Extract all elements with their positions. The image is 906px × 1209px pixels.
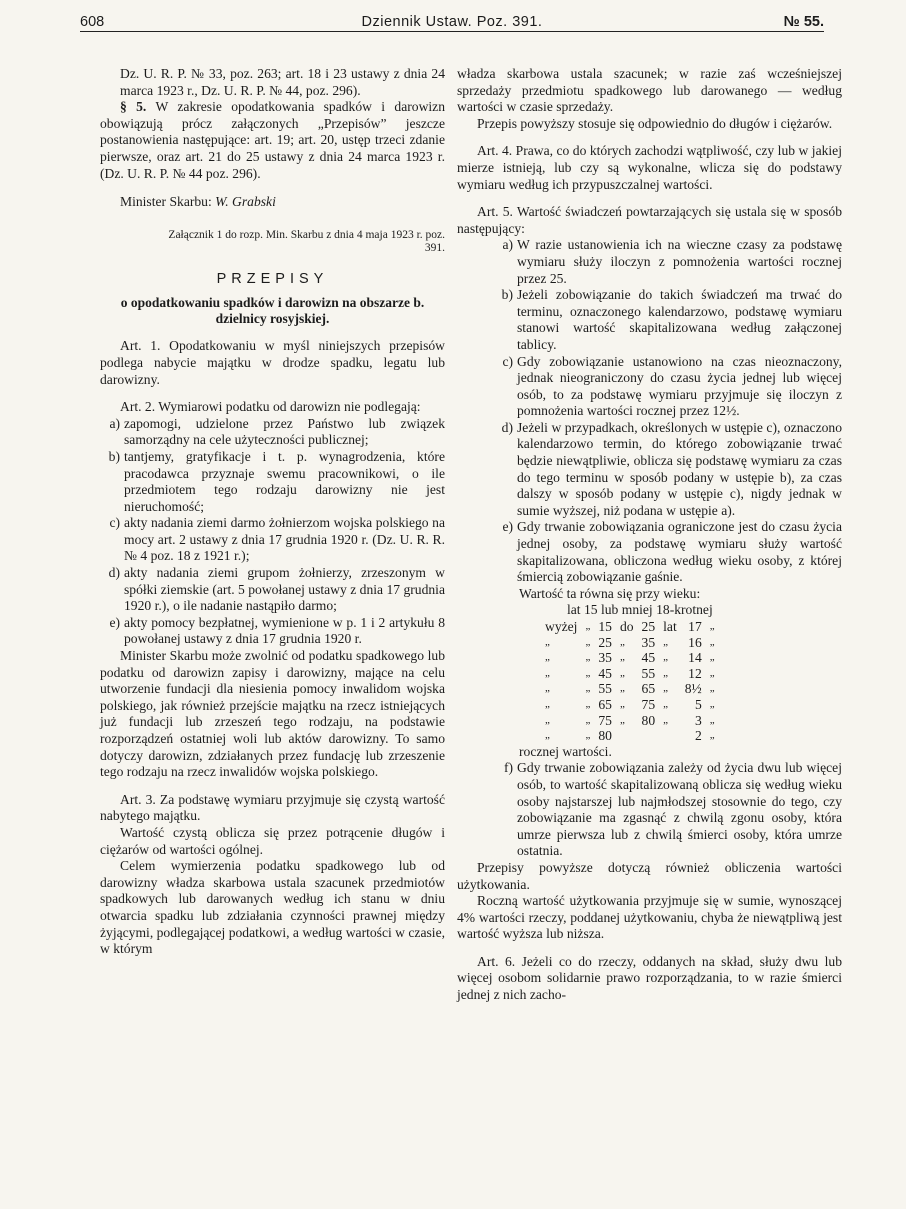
table-cell-mult: 5: [694, 696, 702, 712]
table-cell-to: 35: [641, 634, 656, 650]
paragraph-5-text: W zakresie opodatkowania spadków i darowizn obowiązują prócz załączonych „Przepisów” jeszcze postanowienia następujące: art. 19; art. 20, ustęp trzeci zdanie pierwsze, oraz art. 21 do 25 ustawy z dnia 24 marca 1923 r. (Dz. U. R. P. № 44 poz. 296).: [100, 99, 446, 181]
reference-continuation: Dz. U. R. P. № 33, poz. 263; art. 18 i 23 ustawy z dnia 24 marca 1923 r., Dz. U. R. P. № 44, poz. 296).: [120, 66, 445, 98]
table-cell-q2: „: [709, 682, 715, 695]
article-1: Art. 1. Opodatkowaniu w myśl niniejszych przepisów podlega nabycie majątku w drodze spadku, legatu lub darowizny.: [100, 338, 445, 387]
table-cell-pre: „: [545, 729, 550, 742]
table-cell-lat: lat: [663, 619, 677, 634]
page-number: 608: [80, 14, 105, 30]
document-title: PRZEPISY: [216, 270, 329, 287]
article-2-intro: Art. 2. Wymiarowi podatku od darowizn nie podlegają:: [120, 399, 421, 415]
table-row: [541, 635, 719, 651]
table-cell-to: [638, 728, 660, 744]
article-2-closing: Minister Skarbu może zwolnić od podatku spadkowego lub podatku od darowizn zapisy i darowizny, mające na celu utworzenie fundacji dla niesienia pomocy inwalidom wojska polskiego, jak również przejście majątku na rzecz istniejących już fundacji lub zrzeszeń tego rodzaju, na podstawie rozporządzeń ostatniej woli lub aktów darowizny. To samo dotyczy darowizn, zdziałanych przez fundację lub zrzeszenie tego rodzaju na rzecz inwalidów wojska polskiego.: [100, 648, 445, 780]
table-cell-pre: „: [545, 697, 550, 710]
table-cell-to-word: [616, 728, 638, 744]
table-row: [541, 713, 719, 729]
left-column: [100, 66, 445, 958]
table-cell-from: 65: [598, 696, 612, 712]
table-cell-lat: „: [663, 713, 669, 726]
table-cell-to: 75: [641, 696, 656, 712]
table-cell-from: 75: [598, 712, 612, 728]
table-cell-pre: „: [545, 635, 550, 648]
list-item-text: tantjemy, gratyfikacje i t. p. wynagrodzenia, które pracodawca przyznaje swemu pracownikowi, o ile przedmiotem tego rodzaju darowizny nie jest nieruchomość;: [124, 448, 445, 514]
article-2-list: [100, 416, 445, 648]
table-cell-q2: „: [709, 697, 715, 710]
table-cell-q2: „: [709, 651, 715, 664]
age-table-subheading: lat 15 lub mniej 18-krotnej: [567, 602, 713, 618]
minister-name: W. Grabski: [215, 194, 276, 210]
table-cell-lat: „: [663, 697, 669, 710]
table-cell-mult: 3: [694, 712, 702, 728]
age-table-footer: rocznej wartości.: [519, 743, 612, 759]
article-3-paragraph-2: Wartość czystą oblicza się przez potrącenie długów i ciężarów od wartości ogólnej.: [100, 824, 445, 857]
list-item-text: Gdy zobowiązanie ustanowiono na czas nieoznaczony, jednak nieograniczony do czasu życia jednej lub więcej osób, to za podstawę wymiaru przyjmuje się iloczyn z pomnożenia wartości rocznej przez 12½.: [517, 353, 842, 419]
list-item: [100, 449, 445, 515]
list-item-label: d): [108, 565, 120, 581]
table-cell-q2: „: [709, 635, 715, 648]
table-row: [541, 728, 719, 744]
article-5-paragraph-3: Roczną wartość użytkowania przyjmuje się w sumie, wynoszącej 4% wartości rzeczy, poddanej użytkowaniu, chyba że niewątpliwą jest wartość wyższa lub niższa.: [457, 893, 842, 942]
table-cell-to: 65: [641, 681, 656, 697]
article-3-debts: Przepis powyższy stosuje się odpowiednio do długów i ciężarów.: [477, 115, 833, 131]
table-cell-q1: „: [585, 713, 591, 726]
table-cell-to: 45: [641, 650, 656, 666]
article-5-list: [457, 237, 842, 585]
table-cell-mult: 17: [688, 619, 702, 634]
table-cell-to-word: „: [619, 635, 625, 648]
list-item: [457, 354, 842, 420]
age-multiplier-table: [541, 619, 719, 744]
list-item: [457, 420, 842, 520]
list-item-text: Gdy trwanie zobowiązania zależy od życia dwu lub więcej osób, to wartość skapitalizowaną oblicza się według wieku osoby najstarszej lub najmłodszej stosownie do tego, czy zobowiązanie ma zgasnąć z chwilą zgonu osoby, która umrze pierwsza lub z chwilą śmierci osoby, która umrze ostatnia.: [517, 760, 842, 859]
table-cell-q1: „: [585, 729, 591, 742]
article-5-intro: Art. 5. Wartość świadczeń powtarzających się ustala się w sposób następujący:: [457, 204, 842, 236]
table-cell-from: 80: [598, 728, 612, 744]
list-item: [457, 760, 842, 860]
table-cell-to-word: „: [619, 651, 625, 664]
list-item-text: akty nadania ziemi grupom żołnierzy, zrzeszonym w spółki ziemskie (art. 5 powołanej ustawy z dnia 17 grudnia 1920 r.), o ile nadanie nastąpiło darmo;: [124, 565, 445, 614]
journal-title: Dziennik Ustaw. Poz. 391.: [361, 14, 543, 30]
age-table-heading: Wartość ta równa się przy wieku:: [519, 585, 701, 601]
list-item: [457, 519, 842, 585]
table-cell-to-word: „: [619, 666, 625, 679]
table-cell-to-word: „: [619, 713, 625, 726]
article-3-continuation: władza skarbowa ustala szacunek; w razie zaś wcześniejszej sprzedaży przedmiotu spadkowego lub darowanego — według wartości w czasie sprzedaży.: [457, 66, 842, 115]
list-item-label: a): [502, 237, 513, 253]
table-row: [541, 666, 719, 682]
list-item-label: a): [109, 415, 120, 431]
table-cell-mult: 2: [694, 728, 702, 744]
minister-signature: [100, 194, 445, 211]
article-4: Art. 4. Prawa, co do których zachodzi wątpliwość, czy lub w jakiej mierze istnieją, lub czy są wykonalne, wlicza się do podstawy wymiaru według ich przypuszczalnej wartości.: [457, 143, 842, 192]
attachment-note: Załącznik 1 do rozp. Min. Skarbu z dnia 4 maja 1923 r. poz. 391.: [168, 228, 445, 254]
table-cell-q2: „: [709, 729, 715, 742]
list-item-text: Jeżeli w przypadkach, określonych w ustępie c), oznaczono kalendarzowo termin, do którego zobowiązanie trwać będzie niewątpliwie, oblicza się podstawę wymiaru za czas do tego terminu w sposób podany w ustępie b), za czas dalszy w sposób podany w ustępie c), nigdy jednak w sumie wyższej, niż podana w ustępie a).: [517, 419, 842, 518]
article-5-list-f: [457, 760, 842, 860]
table-cell-pre: „: [545, 682, 550, 695]
table-cell-mult: 16: [688, 634, 702, 650]
table-cell-mult: 12: [688, 665, 702, 681]
table-cell-lat: „: [663, 682, 669, 695]
table-cell-pre: „: [545, 651, 550, 664]
list-item-text: akty pomocy bezpłatnej, wymienione w p. 1 i 2 artykułu 8 powołanej ustawy z dnia 17 grudnia 1920 r.: [124, 614, 445, 647]
table-row: [541, 681, 719, 697]
table-row: [541, 697, 719, 713]
table-cell-from: 45: [598, 665, 612, 681]
table-cell-to-word: do: [619, 619, 634, 634]
article-5-paragraph-2: Przepisy powyższe dotyczą również obliczenia wartości użytkowania.: [457, 859, 842, 892]
minister-label: Minister Skarbu:: [120, 194, 212, 210]
page-header: [80, 6, 824, 32]
table-cell-mult: 8½: [684, 681, 702, 697]
list-item-label: f): [503, 760, 513, 776]
table-cell-lat: „: [663, 666, 669, 679]
list-item-label: e): [109, 614, 120, 630]
table-cell-mult: 14: [688, 650, 702, 666]
table-cell-to: 25: [641, 619, 656, 634]
paragraph-5: [100, 99, 445, 182]
table-cell-to-word: „: [619, 697, 625, 710]
list-item: [100, 416, 445, 449]
table-cell-q1: „: [585, 682, 591, 695]
table-cell-from: 15: [598, 619, 612, 634]
table-cell-q2: „: [709, 620, 715, 632]
list-item-text: akty nadania ziemi darmo żołnierzom wojska polskiego na mocy art. 2 ustawy z dnia 17 grudnia 1920 r. (Dz. U. R. R. № 4 poz. 18 z 1921 r.);: [124, 515, 445, 564]
table-cell-to: 55: [641, 665, 656, 681]
table-cell-lat: [659, 728, 681, 744]
table-cell-lat: „: [663, 635, 669, 648]
table-cell-pre: wyżej: [545, 619, 578, 634]
table-cell-to-word: „: [619, 682, 625, 695]
list-item: [457, 237, 842, 287]
list-item: [100, 515, 445, 565]
table-cell-pre: „: [545, 713, 550, 726]
article-3-paragraph-3: Celem wymierzenia podatku spadkowego lub od darowizny władza skarbowa ustala szacunek przedmiotów spadkowych lub darowanych według ich stanu w dniu otwarcia spadku lub zdziałania czynności prawnej między żyjącymi, podlegającej podatkowi, a według wartości w czasie, w którym: [100, 858, 446, 957]
table-cell-to: 80: [641, 712, 656, 728]
list-item: [100, 615, 445, 648]
table-cell-q1: „: [585, 697, 591, 710]
paragraph-5-label: § 5.: [120, 99, 147, 115]
list-item-text: Gdy trwanie zobowiązania ograniczone jest do czasu życia jednej osoby, za podstawę wymiaru służy wartość skapitalizowana, obliczona według wieku osoby, z której śmiercią zobowiązanie gaśnie.: [517, 519, 842, 585]
list-item-text: zapomogi, udzielone przez Państwo lub związek samorządny na cele użyteczności publicznej;: [124, 415, 445, 448]
header-rule: [80, 31, 824, 32]
table-cell-q1: „: [585, 651, 591, 664]
table-cell-q1: „: [585, 620, 591, 632]
article-3-paragraph-1: Art. 3. Za podstawę wymiaru przyjmuje się czystą wartość nabytego majątku.: [100, 791, 445, 824]
list-item: [457, 287, 842, 353]
list-item-text: Jeżeli zobowiązanie do takich świadczeń ma trwać do terminu, oznaczonego kalendarzowo, podstawę wymiaru stanowi wartość skapitalizowana według załączonej tablicy.: [517, 287, 842, 352]
article-6: Art. 6. Jeżeli co do rzeczy, oddanych na skład, służy dwu lub więcej osobom solidarnie prawo rozporządzania, to w razie śmierci jednej z nich zacho-: [457, 953, 842, 1003]
right-column: [457, 66, 842, 1004]
issue-number: № 55.: [783, 14, 824, 30]
table-row: [541, 650, 719, 666]
list-item-label: c): [109, 515, 120, 531]
table-cell-q1: „: [585, 666, 591, 679]
table-cell-q1: „: [585, 635, 591, 648]
table-row: [541, 619, 719, 635]
list-item-label: b): [108, 448, 120, 464]
table-cell-from: 55: [598, 681, 612, 697]
list-item-label: e): [502, 519, 513, 535]
list-item-label: b): [501, 287, 513, 303]
table-cell-lat: „: [663, 651, 669, 664]
document-subtitle: o opodatkowaniu spadków i darowizn na obszarze b. dzielnicy rosyjskiej.: [120, 295, 425, 327]
table-cell-q2: „: [709, 666, 715, 679]
list-item-text: W razie ustanowienia ich na wieczne czasy za podstawę wymiaru służy iloczyn z pomnożenia wartości rocznej przez 25.: [517, 237, 842, 286]
list-item: [100, 565, 445, 615]
table-cell-from: 25: [598, 634, 612, 650]
list-item-label: c): [502, 353, 513, 369]
table-cell-pre: „: [545, 666, 550, 679]
table-cell-q2: „: [709, 713, 715, 726]
list-item-label: d): [501, 419, 513, 435]
table-cell-from: 35: [598, 650, 612, 666]
